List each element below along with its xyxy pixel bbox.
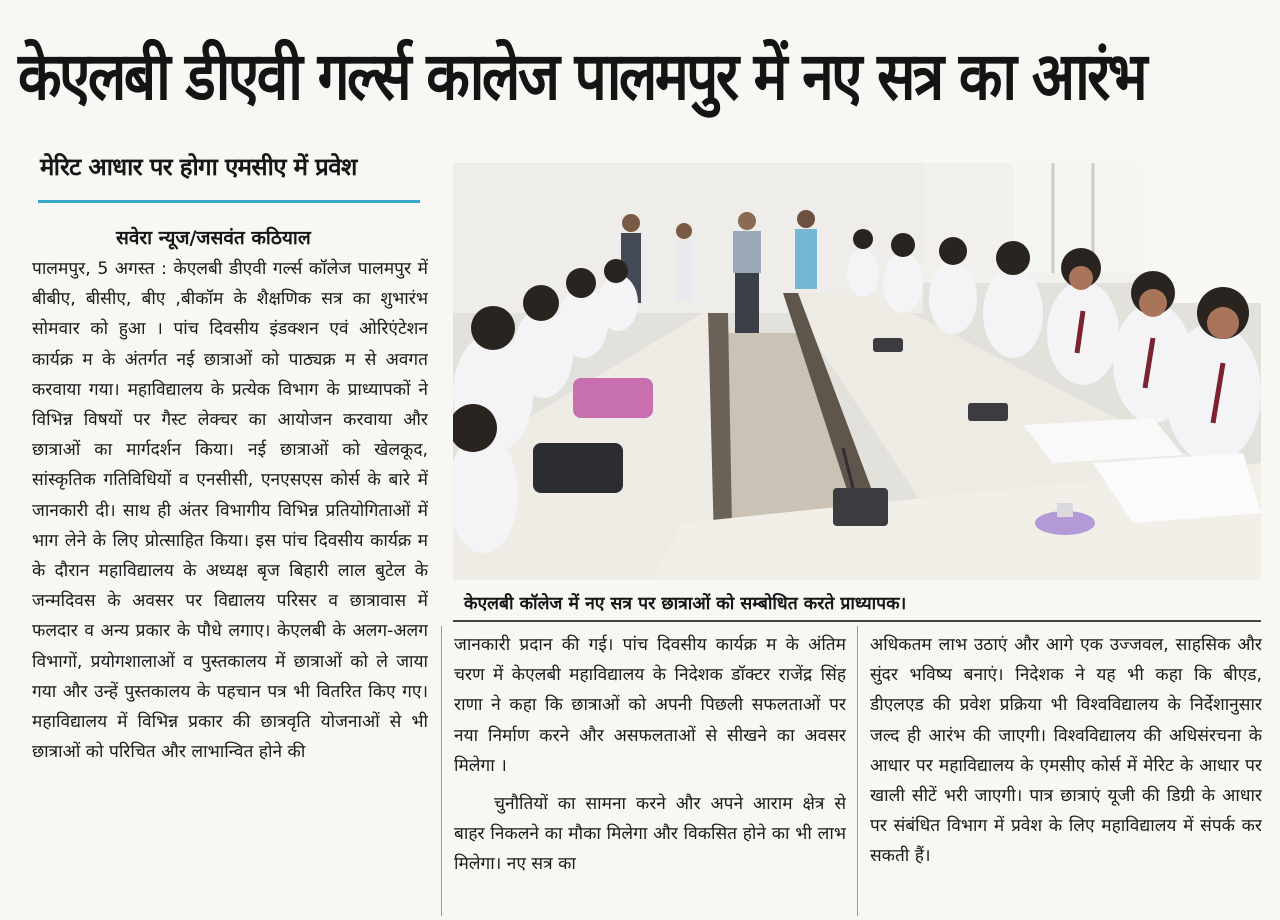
- column-1-text: पालमपुर, 5 अगस्त : केएलबी डीएवी गर्ल्स कॉलेज पालमपुर में बीबीए, बीसीए, बीए ,बीकॉम के शैक्षणिक सत्र का शुभारंभ सोमवार को हुआ । पांच दिवसीय इंडक्शन एवं ओरिएंटेशन कार्यक्र म के अंतर्गत नई छात्राओं को पाठ्यक्र म से अवगत करवाया गया। महाविद्यालय के प्रत्येक विभाग के प्राध्यापकों ने विभिन्न विषयों पर गैस्ट लेक्चर का आयोजन करवाया और छात्राओं का मार्गदर्शन किया। नई छात्राओं को खेलकूद, सांस्कृतिक गतिविधियों व एनसीसी, एनएसएस कोर्स के बारे में जानकारी दी। साथ ही अंतर विभागीय विभिन्न प्रतियोगिताओं में भाग लेने के लिए प्रोत्साहित किया। इस पांच दिवसीय कार्यक्र म के दौरान महाविद्यालय के अध्यक्ष बृज बिहारी लाल बुटेल के जन्मदिवस के अवसर पर विद्यालय परिसर व छात्रावास में फलदार व अन्य प्रकार के पौधे लगाए। केएलबी के अलग-अलग विभागों, प्रयोगशालाओं व पुस्तकालय में छात्राओं को ले जाया गया और उन्हें पुस्तकालय के पहचान पत्र भी वितरित किए गए। महाविद्यालय में विभिन्न प्रकार की छात्रवृति योजनाओं से भी छात्राओं को परिचित और लाभान्वित होने की: [32, 259, 428, 763]
- classroom-photo-illustration: [453, 163, 1261, 580]
- photo-caption: केएलबी कॉलेज में नए सत्र पर छात्राओं को सम्बोधित करते प्राध्यापक।: [464, 594, 907, 614]
- byline: सवेरा न्यूज/जसवंत कठियाल: [116, 227, 311, 249]
- caption-divider: [453, 620, 1261, 622]
- news-photo: [453, 163, 1261, 580]
- article-column-3: [870, 630, 1262, 920]
- column-divider-1: [441, 626, 442, 916]
- column-divider-2: [857, 626, 858, 916]
- column-3-text: अधिकतम लाभ उठाएं और आगे एक उज्जवल, साहसिक और सुंदर भविष्य बनाएं। निदेशक ने यह भी कहा कि बीएड, डीएलएड की प्रवेश प्रक्रिया भी विश्वविद्यालय के निर्देशानुसार जल्द ही आरंभ की जाएगी। विश्वविद्यालय की अधिसंरचना के आधार पर महाविद्यालय के एमसीए कोर्स में मेरिट के आधार पर खाली सीटें भरी जाएगी। पात्र छात्राएं यूजी की डिग्री के आधार पर संबंधित विभाग में प्रवेश के लिए महाविद्यालय में संपर्क कर सकती हैं।: [870, 635, 1262, 867]
- headline: केएलबी डीएवी गर्ल्स कालेज पालमपुर में नए सत्र का आरंभ: [18, 38, 1146, 115]
- column-2-paragraph-2: चुनौतियों का सामना करने और अपने आराम क्षेत्र से बाहर निकलने का मौका मिलेगा और विकसित होने का भी लाभ मिलेगा। नए सत्र का: [454, 794, 846, 875]
- column-2-paragraph-1: जानकारी प्रदान की गई। पांच दिवसीय कार्यक्र म के अंतिम चरण में केएलबी महाविद्यालय के निदेशक डॉक्टर राजेंद्र सिंह राणा ने कहा कि छात्राओं को अपनी पिछली सफलताओं पर नया निर्माण करने और असफलताओं से सीखने का अवसर मिलेगा ।: [454, 635, 846, 776]
- article-column-1: [32, 254, 428, 920]
- article-column-2: [454, 630, 846, 920]
- subheadline-underline: [38, 200, 420, 203]
- subheadline: मेरिट आधार पर होगा एमसीए में प्रवेश: [40, 153, 357, 181]
